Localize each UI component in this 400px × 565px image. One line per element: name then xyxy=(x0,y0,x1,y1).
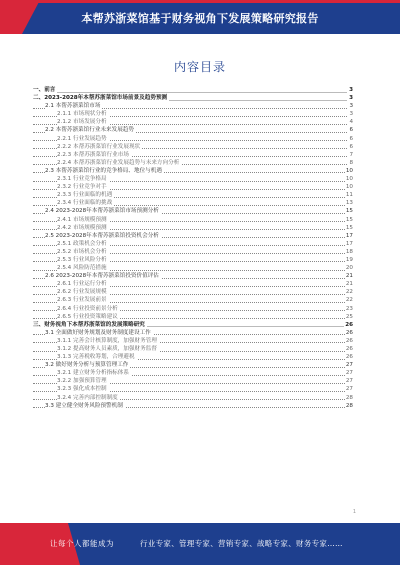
toc-entry[interactable] xyxy=(33,102,353,110)
toc-entry[interactable] xyxy=(33,143,353,151)
toc-entry-page: 23 xyxy=(345,305,353,312)
toc-entry-page: 25 xyxy=(345,313,353,320)
toc-entry-label: 2.6.4 行业投资前景分析 xyxy=(57,305,118,312)
toc-entry[interactable] xyxy=(33,86,353,94)
page-footer xyxy=(0,523,400,565)
toc-entry-page: 26 xyxy=(345,354,353,361)
toc-entry[interactable] xyxy=(33,224,353,232)
toc-entry[interactable] xyxy=(33,118,353,126)
toc-entry[interactable] xyxy=(33,151,353,159)
toc-entry-page: 27 xyxy=(345,362,353,369)
toc-entry-label: 3.2.4 完善内部控制制度 xyxy=(57,394,118,401)
toc-entry-page: 17 xyxy=(345,232,353,239)
toc-entry-label: 3.2.2 加强预算管理 xyxy=(57,378,107,385)
toc-entry[interactable] xyxy=(33,345,353,353)
toc-entry-page: 17 xyxy=(345,240,353,247)
toc-entry-page: 3 xyxy=(349,111,353,118)
toc-entry-label: 一、前言 xyxy=(33,87,56,93)
toc-entry-page: 13 xyxy=(345,200,353,207)
toc-entry-page: 6 xyxy=(349,143,353,150)
toc-entry-page: 15 xyxy=(345,216,353,223)
toc-entry-label: 2.2 本帮苏浙菜馆行业未来发展趋势 xyxy=(45,127,134,134)
toc-entry-page: 15 xyxy=(345,208,353,215)
toc-entry[interactable] xyxy=(33,135,353,143)
toc-entry-page: 4 xyxy=(349,119,353,126)
toc-entry-label: 2.1.2 市场发展分析 xyxy=(57,119,107,126)
page-number: 1 xyxy=(352,509,356,515)
toc-entry-page: 20 xyxy=(345,265,353,272)
toc-entry-label: 3.2.1 建立财务分析指标体系 xyxy=(57,370,129,377)
toc-entry-page: 26 xyxy=(345,346,353,352)
toc-entry-label: 2.1.1 市场现状分析 xyxy=(57,111,107,118)
toc-entry[interactable] xyxy=(33,353,353,361)
toc-entry-page: 27 xyxy=(345,378,353,385)
toc-entry-page: 26 xyxy=(345,329,353,336)
toc-entry-label: 2.2.1 行业发展趋势 xyxy=(57,135,107,142)
toc-entry-label: 3.2 做好财务分析与预算管理工作 xyxy=(45,362,129,369)
toc-entry-page: 28 xyxy=(345,402,353,409)
toc-entry-page: 6 xyxy=(349,127,353,134)
toc-entry-page: 11 xyxy=(345,192,353,199)
toc-entry-page: 18 xyxy=(345,248,353,255)
toc-entry[interactable] xyxy=(33,232,353,240)
toc-entry-label: 2.3.4 行业面临的挑战 xyxy=(57,200,113,207)
toc-entry-page: 10 xyxy=(345,167,353,174)
toc-entry-label: 2.1 本帮苏浙菜馆市场 xyxy=(45,103,101,110)
leader-dots xyxy=(33,86,347,93)
toc-entry[interactable] xyxy=(33,191,353,199)
toc-entry[interactable] xyxy=(33,126,353,134)
toc-entry[interactable] xyxy=(33,159,353,167)
toc-entry[interactable] xyxy=(33,264,353,272)
toc-entry[interactable] xyxy=(33,199,353,207)
toc-entry-label: 2.3 本帮苏浙菜馆行业的竞争格局、地位与机遇 xyxy=(45,167,162,174)
footer-tagline: 行业专家、管理专家、营销专家、战略专家、财务专家…… xyxy=(140,539,343,548)
toc-entry-label: 3.2.3 强化成本控制 xyxy=(57,386,107,393)
toc-entry-page: 26 xyxy=(345,321,353,328)
toc-entry-page: 6 xyxy=(349,135,353,142)
toc-heading: 内容目录 xyxy=(173,60,226,74)
toc-entry[interactable] xyxy=(33,329,353,337)
toc-entry-label: 二、2023-2028年本帮苏浙菜馆市场前景及趋势预测 xyxy=(33,95,168,102)
toc-entry-label: 2.5.3 行业风险分析 xyxy=(57,256,107,263)
toc-entry-label: 2.5.2 市场机会分析 xyxy=(57,248,107,255)
toc-entry[interactable] xyxy=(33,377,353,385)
toc-entry[interactable] xyxy=(33,216,353,224)
toc-entry-page: 10 xyxy=(345,184,353,191)
toc-entry[interactable] xyxy=(33,321,353,329)
toc-entry-label: 三、财务视角下本帮苏浙菜馆的发展策略研究 xyxy=(33,321,145,328)
toc-entry-label: 2.6.3 行业发展前景 xyxy=(57,297,107,304)
toc-entry-label: 2.4.1 市场规模预测 xyxy=(57,216,107,223)
report-title: 本帮苏浙菜馆基于财务视角下发展策略研究报告 xyxy=(81,12,319,25)
toc-entry-page: 22 xyxy=(345,297,353,304)
toc-entry-label: 2.4.2 市场规模预测 xyxy=(57,224,107,231)
toc-entry-label: 2.6.5 行业投资策略建议 xyxy=(57,313,118,320)
toc-entry-page: 21 xyxy=(345,273,353,280)
page-header xyxy=(0,0,400,34)
toc-entry-label: 2.5 2023-2028年本帮苏浙菜馆投资机会分析 xyxy=(45,232,159,239)
toc-entry[interactable] xyxy=(33,175,353,183)
toc-entry[interactable] xyxy=(33,248,353,256)
toc-entry[interactable] xyxy=(33,110,353,118)
header-accent-line xyxy=(0,0,400,3)
table-of-contents xyxy=(33,86,353,410)
toc-entry[interactable] xyxy=(33,183,353,191)
toc-entry-label: 2.5.4 风险防范措施 xyxy=(57,265,107,272)
toc-entry[interactable] xyxy=(33,394,353,402)
toc-entry-label: 2.2.3 本帮苏浙菜馆行业市场 xyxy=(57,151,129,158)
toc-entry[interactable] xyxy=(33,240,353,248)
toc-entry-page: 15 xyxy=(345,224,353,231)
toc-entry-label: 3.1.3 完善税收筹划，合理避税 xyxy=(57,354,135,361)
toc-entry-page: 8 xyxy=(349,159,353,166)
toc-entry[interactable] xyxy=(33,272,353,280)
toc-entry-label: 2.6 2023-2028年本帮苏浙菜馆投资价值评估 xyxy=(45,273,159,280)
toc-entry[interactable] xyxy=(33,207,353,215)
toc-entry[interactable] xyxy=(33,280,353,288)
toc-entry-page: 26 xyxy=(345,337,353,344)
toc-entry[interactable] xyxy=(33,296,353,304)
toc-entry-page: 22 xyxy=(345,289,353,296)
toc-entry-page: 28 xyxy=(345,394,353,401)
footer-slogan: 让每个人都能成为 xyxy=(50,539,114,548)
toc-entry-label: 2.3.2 行业竞争对手 xyxy=(57,184,107,191)
toc-entry[interactable] xyxy=(33,94,353,102)
toc-entry[interactable] xyxy=(33,305,353,313)
toc-entry[interactable] xyxy=(33,361,353,369)
toc-entry-label: 3.1.2 提高财务人员素质，加强财务监督 xyxy=(57,346,157,352)
toc-entry[interactable] xyxy=(33,385,353,393)
toc-entry[interactable] xyxy=(33,288,353,296)
toc-entry-label: 3.1.1 完善会计核算制度，加强财务管理 xyxy=(57,337,157,344)
toc-entry-page: 27 xyxy=(345,370,353,377)
toc-entry-label: 2.3.1 行业竞争格局 xyxy=(57,176,107,183)
toc-entry-page: 3 xyxy=(349,87,353,93)
toc-entry[interactable] xyxy=(33,167,353,175)
toc-entry[interactable] xyxy=(33,313,353,321)
toc-entry-label: 2.6.1 行业运行分析 xyxy=(57,281,107,288)
toc-entry-label: 2.5.1 政策机会分析 xyxy=(57,240,107,247)
toc-entry-page: 10 xyxy=(345,176,353,183)
toc-entry-page: 7 xyxy=(349,151,353,158)
toc-entry[interactable] xyxy=(33,337,353,345)
toc-entry[interactable] xyxy=(33,402,353,410)
toc-entry-label: 3.3 建立健全财务风险预警机制 xyxy=(45,402,123,409)
toc-entry-label: 2.3.3 行业面临的机遇 xyxy=(57,192,113,199)
toc-entry-page: 27 xyxy=(345,386,353,393)
toc-entry-page: 3 xyxy=(349,103,353,110)
toc-entry-page: 3 xyxy=(349,95,353,102)
toc-entry[interactable] xyxy=(33,369,353,377)
toc-entry-page: 19 xyxy=(345,256,353,263)
toc-entry-label: 2.2.2 本帮苏浙菜馆行业发展现状 xyxy=(57,143,141,150)
toc-entry-label: 2.4 2023-2028年本帮苏浙菜馆市场预测分析 xyxy=(45,208,159,215)
toc-entry-label: 3.1 全面做好财务规划及财务制度建设工作 xyxy=(45,329,151,336)
toc-entry-label: 2.2.4 本帮苏浙菜馆行业发展趋势与未来方向分析 xyxy=(57,159,180,166)
toc-entry-label: 2.6.2 行业发展规模 xyxy=(57,289,107,296)
toc-entry-page: 21 xyxy=(345,281,353,288)
toc-entry[interactable] xyxy=(33,256,353,264)
